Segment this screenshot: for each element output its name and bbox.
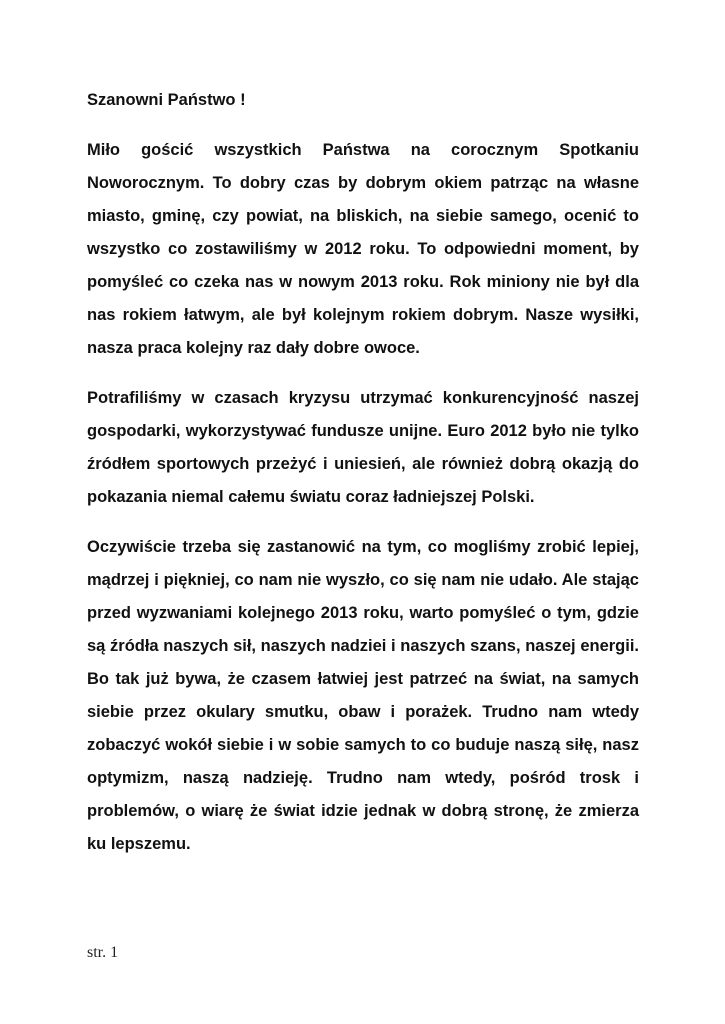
salutation: Szanowni Państwo ! bbox=[87, 91, 246, 109]
paragraph-3: Oczywiście trzeba się zastanowić na tym, co mogliśmy zrobić lepiej, mądrzej i piękniej, co nam nie wyszło, co się nam nie udało. Ale stając przed wyzwaniami kolejnego 2013 roku, warto pomyśleć o tym, gdzie są źródła naszych sił, naszych nadziei i naszych szans, naszej energii. Bo tak już bywa, że czasem łatwiej jest patrzeć na świat, na samych siebie przez okulary smutku, obaw i porażek. Trudno nam wtedy zobaczyć wokół siebie i w sobie samych to co buduje naszą siłę, nasz optymizm, naszą nadzieję. Trudno nam wtedy, pośród trosk i problemów, o wiarę że świat idzie jednak w dobrą stronę, że zmierza ku lepszemu. bbox=[87, 538, 639, 853]
paragraph-1: Miło gościć wszystkich Państwa na corocznym Spotkaniu Noworocznym. To dobry czas by dobrym okiem patrząc na własne miasto, gminę, czy powiat, na bliskich, na siebie samego, ocenić to wszystko co zostawiliśmy w 2012 roku. To odpowiedni moment, by pomyśleć co czeka nas w nowym 2013 roku. Rok miniony nie był dla nas rokiem łatwym, ale był kolejnym rokiem dobrym. Nasze wysiłki, nasza praca kolejny raz dały dobre owoce. bbox=[87, 141, 639, 357]
paragraph-2: Potrafiliśmy w czasach kryzysu utrzymać konkurencyjność naszej gospodarki, wykorzystywać fundusze unijne. Euro 2012 było nie tylko źródłem sportowych przeżyć i uniesień, ale również dobrą okazją do pokazania niemal całemu światu coraz ładniejszej Polski. bbox=[87, 389, 639, 506]
letter-body bbox=[87, 84, 639, 878]
page-number: str. 1 bbox=[87, 944, 119, 961]
